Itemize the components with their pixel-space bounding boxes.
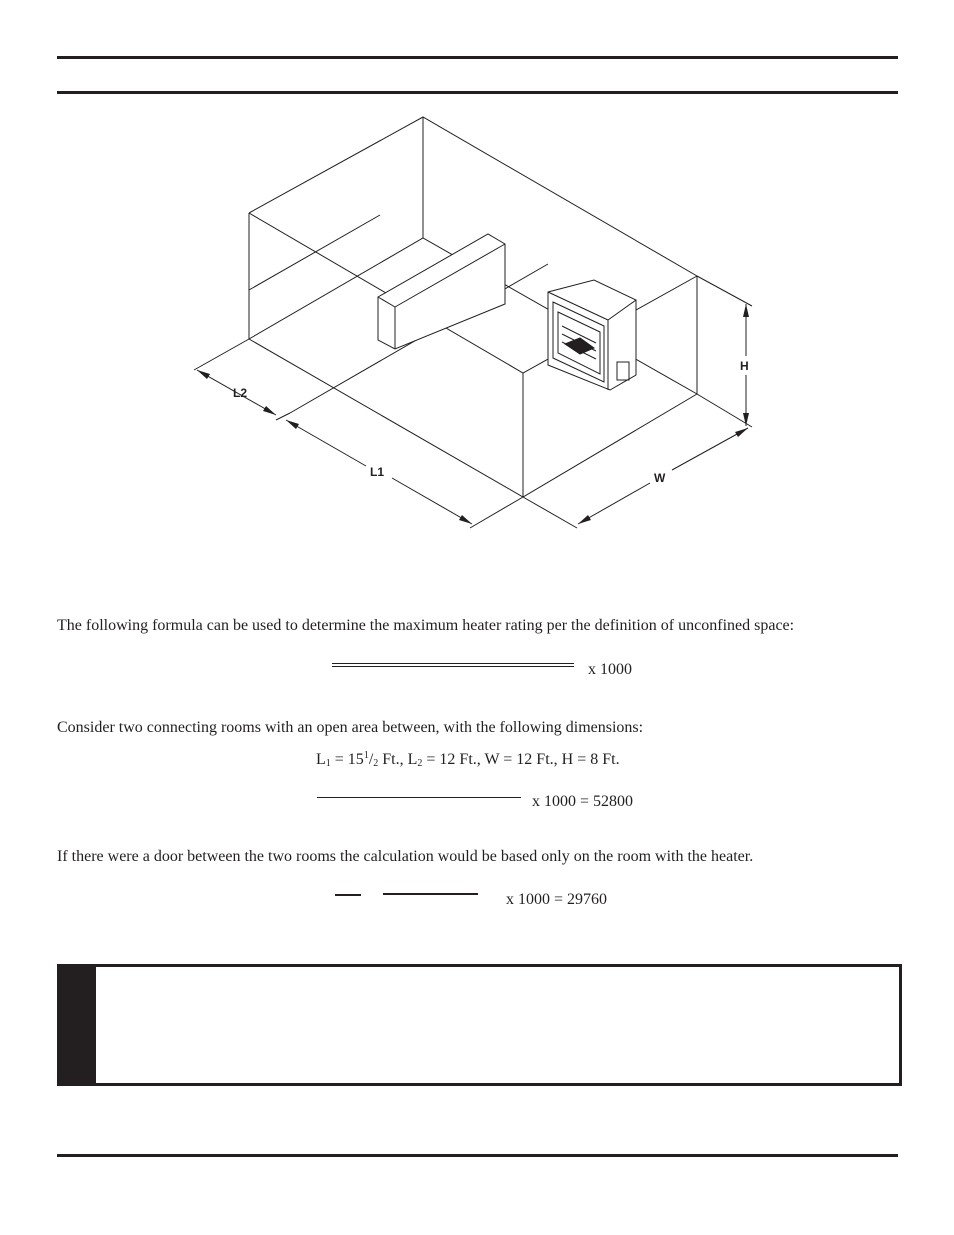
dimension-label-w: W: [654, 471, 666, 485]
door-intro-text: If there were a door between the two rooms the calculation would be based only on the room with the heater.: [57, 848, 754, 865]
w-extension-line: [523, 497, 577, 528]
example-fraction-bar: [317, 797, 521, 798]
dimension-label-l1: L1: [370, 465, 385, 479]
h-top-extension: [697, 276, 752, 306]
arrowhead: [459, 515, 472, 524]
footer-rule: [57, 1154, 898, 1157]
l1-dimension-line-b: [392, 478, 472, 524]
arrowhead: [263, 406, 276, 415]
warning-box-sidebar: [60, 967, 96, 1083]
arrowhead: [578, 515, 591, 524]
l1-dimension-line-a: [286, 420, 366, 466]
formula-fraction-bar: [332, 666, 574, 667]
dimension-label-l2: L2: [233, 386, 248, 400]
fireplace-heater: [548, 280, 636, 390]
arrowhead: [735, 428, 748, 437]
arrowhead: [197, 370, 210, 379]
example-dimensions: $L_1 = 15^1/_2$ Ft., $L_2 = 12$ Ft., W = 12 Ft., H = 8 Ft.: [316, 750, 620, 769]
door-fraction-bar: [383, 893, 478, 895]
example-result: x 1000 = 52800: [532, 793, 634, 810]
arrowhead: [286, 420, 299, 429]
header-rule-top: [57, 56, 898, 59]
formula-fraction-bar: [332, 663, 574, 664]
warning-box: [57, 964, 902, 1086]
room-dimension-diagram: [0, 100, 954, 540]
divider-wall-block: [378, 234, 505, 349]
w-end-extension: [697, 394, 752, 427]
door-fraction-bar-short: [335, 894, 361, 896]
header-rule-bottom: [57, 91, 898, 94]
formula-intro-text: The following formula can be used to determine the maximum heater rating per the definition of unconfined space:: [57, 617, 795, 634]
divider-ceiling-line: [249, 215, 380, 290]
l1-end-extension: [470, 497, 523, 528]
door-result: x 1000 = 29760: [506, 891, 608, 908]
example-intro-text: Consider two connecting rooms with an open area between, with the following dimensions:: [57, 719, 644, 736]
formula-multiplier: x 1000: [588, 661, 632, 678]
dimension-label-h: H: [740, 359, 749, 373]
l2-extension-line: [194, 339, 249, 370]
arrowhead: [743, 413, 749, 426]
l1-extension-line: [276, 413, 290, 420]
arrowhead: [743, 304, 749, 317]
